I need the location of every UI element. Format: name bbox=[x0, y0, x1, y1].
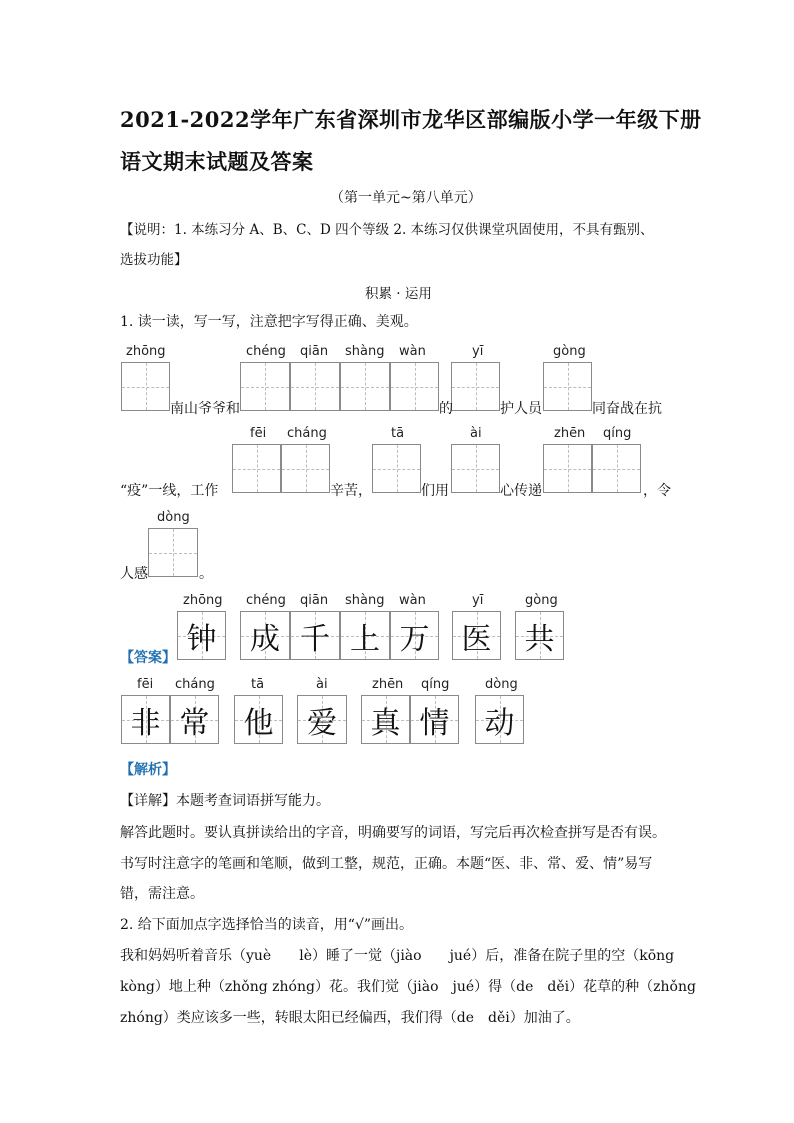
pinyin-fei: fēi bbox=[250, 426, 267, 441]
pinyin-gong: gòng bbox=[553, 344, 586, 359]
q1-text-7: 们用 bbox=[421, 483, 449, 499]
subtitle: （第一单元~第八单元） bbox=[330, 190, 482, 206]
answer-char: 医 bbox=[461, 621, 492, 657]
detail-line: 【详解】本题考查词语拼写能力。 bbox=[120, 793, 330, 809]
q2-prompt: 2. 给下面加点字选择恰当的读音，用“√”画出。 bbox=[120, 917, 414, 933]
answer-char: 万 bbox=[399, 621, 430, 657]
answer-char: 爱 bbox=[307, 705, 337, 741]
note-line2: 选拔功能】 bbox=[120, 252, 188, 268]
blank-box[interactable] bbox=[232, 444, 281, 493]
q1-text-9: ，令 bbox=[643, 483, 671, 499]
ans-pinyin-ai: ài bbox=[316, 677, 328, 692]
q2-line2: kòng）地上种（zhǒng zhóng）花。我们觉（jiào jué）得（de děi）花草的种（zhǒng bbox=[120, 979, 696, 995]
answer-char: 真 bbox=[370, 705, 401, 741]
answer-char: 非 bbox=[130, 705, 161, 741]
analysis-para2a: 书写时注意字的笔画和笔顺，做到工整，规范，正确。本题“医、非、常、爱、情”易写 bbox=[120, 856, 653, 872]
q1-text-8: 心传递 bbox=[500, 483, 542, 499]
answer-box bbox=[390, 611, 439, 660]
answer-char: 千 bbox=[300, 621, 330, 657]
pinyin-chang: cháng bbox=[287, 426, 327, 441]
page-title-line2: 语文期末试题及答案 bbox=[120, 149, 314, 174]
ans-pinyin-ta: tā bbox=[251, 677, 265, 692]
blank-box[interactable] bbox=[451, 362, 500, 411]
answer-char: 共 bbox=[524, 621, 555, 657]
answer-box bbox=[475, 695, 524, 744]
ans-pinyin-wan: wàn bbox=[399, 593, 426, 608]
ans-pinyin-shang: shàng bbox=[345, 593, 385, 608]
ans-pinyin-qing: qíng bbox=[421, 677, 450, 692]
answer-char: 常 bbox=[179, 705, 210, 741]
pinyin-shang: shàng bbox=[345, 344, 385, 359]
blank-box[interactable] bbox=[340, 362, 390, 411]
answer-box bbox=[297, 695, 347, 744]
pinyin-dong: dòng bbox=[157, 510, 190, 525]
pinyin-qian: qiān bbox=[300, 344, 329, 359]
blank-box[interactable] bbox=[543, 362, 592, 411]
analysis-label: 【解析】 bbox=[120, 762, 176, 778]
q1-prompt: 1. 读一读，写一写，注意把字写得正确、美观。 bbox=[120, 314, 418, 330]
answer-box bbox=[177, 611, 226, 660]
q1-text-10: 人感 bbox=[120, 566, 148, 582]
ans-pinyin-dong: dòng bbox=[485, 677, 518, 692]
answer-box bbox=[234, 695, 283, 744]
pinyin-wan: wàn bbox=[399, 344, 426, 359]
answer-char: 动 bbox=[484, 705, 515, 741]
blank-box[interactable] bbox=[390, 362, 439, 411]
answer-box bbox=[452, 611, 501, 660]
answer-box bbox=[290, 611, 340, 660]
blank-box[interactable] bbox=[543, 444, 592, 493]
blank-box[interactable] bbox=[148, 528, 198, 577]
answer-box bbox=[240, 611, 290, 660]
q1-text-11: 。 bbox=[199, 566, 213, 582]
blank-box[interactable] bbox=[240, 362, 290, 411]
answer-char: 成 bbox=[250, 621, 280, 657]
blank-box[interactable] bbox=[281, 444, 330, 493]
ans-pinyin-cheng: chéng bbox=[246, 593, 286, 608]
analysis-para1: 解答此题时。要认真拼读给出的字音，明确要写的词语，写完后再次检查拼写是否有误。 bbox=[120, 825, 666, 841]
blank-box[interactable] bbox=[290, 362, 340, 411]
pinyin-yi: yī bbox=[472, 344, 484, 359]
q1-text-5: “疫”一线，工作 bbox=[120, 483, 219, 499]
page-title-line1: 2021-2022学年广东省深圳市龙华区部编版小学一年级下册 bbox=[120, 107, 702, 132]
ans-pinyin-zhen: zhēn bbox=[372, 677, 404, 692]
blank-box[interactable] bbox=[121, 362, 170, 411]
blank-box[interactable] bbox=[451, 444, 500, 493]
ans-pinyin-qian: qiān bbox=[300, 593, 329, 608]
answer-box bbox=[361, 695, 410, 744]
q1-text-1: 南山爷爷和 bbox=[170, 401, 240, 417]
q1-text-2: 的 bbox=[439, 401, 453, 417]
answer-box bbox=[340, 611, 390, 660]
ans-pinyin-yi: yī bbox=[472, 593, 484, 608]
answer-char: 情 bbox=[419, 705, 450, 741]
analysis-para2b: 错，需注意。 bbox=[120, 886, 204, 902]
answer-box bbox=[170, 695, 219, 744]
answer-char: 他 bbox=[243, 705, 274, 741]
ans-pinyin-gong: gòng bbox=[525, 593, 558, 608]
answer-label: 【答案】 bbox=[120, 650, 176, 666]
section-heading: 积累 · 运用 bbox=[365, 286, 432, 302]
q2-line3: zhóng）类应该多一些，转眼太阳已经偏西，我们得（de děi）加油了。 bbox=[120, 1010, 580, 1026]
blank-box[interactable] bbox=[372, 444, 421, 493]
blank-box[interactable] bbox=[592, 444, 641, 493]
answer-box bbox=[515, 611, 564, 660]
q1-text-4: 同奋战在抗 bbox=[592, 401, 662, 417]
q2-line1: 我和妈妈听着音乐（yuè lè）睡了一觉（jiào jué）后，准备在院子里的空（kōng bbox=[120, 948, 675, 964]
ans-pinyin-chang: cháng bbox=[175, 677, 215, 692]
q1-text-6: 辛苦， bbox=[330, 483, 372, 499]
pinyin-ta: tā bbox=[391, 426, 405, 441]
ans-pinyin-zhong: zhōng bbox=[183, 593, 223, 608]
pinyin-ai: ài bbox=[470, 426, 482, 441]
answer-box bbox=[121, 695, 170, 744]
pinyin-qing: qíng bbox=[603, 426, 632, 441]
answer-char: 上 bbox=[350, 621, 380, 657]
note-line1: 【说明：1. 本练习分 A、B、C、D 四个等级 2. 本练习仅供课堂巩固使用，不具有甄别、 bbox=[120, 222, 654, 238]
answer-char: 钟 bbox=[186, 621, 217, 657]
pinyin-zhong: zhōng bbox=[126, 344, 166, 359]
pinyin-zhen: zhēn bbox=[554, 426, 586, 441]
ans-pinyin-fei: fēi bbox=[137, 677, 154, 692]
q1-text-3: 护人员 bbox=[500, 401, 542, 417]
pinyin-cheng: chéng bbox=[246, 344, 286, 359]
answer-box bbox=[410, 695, 459, 744]
